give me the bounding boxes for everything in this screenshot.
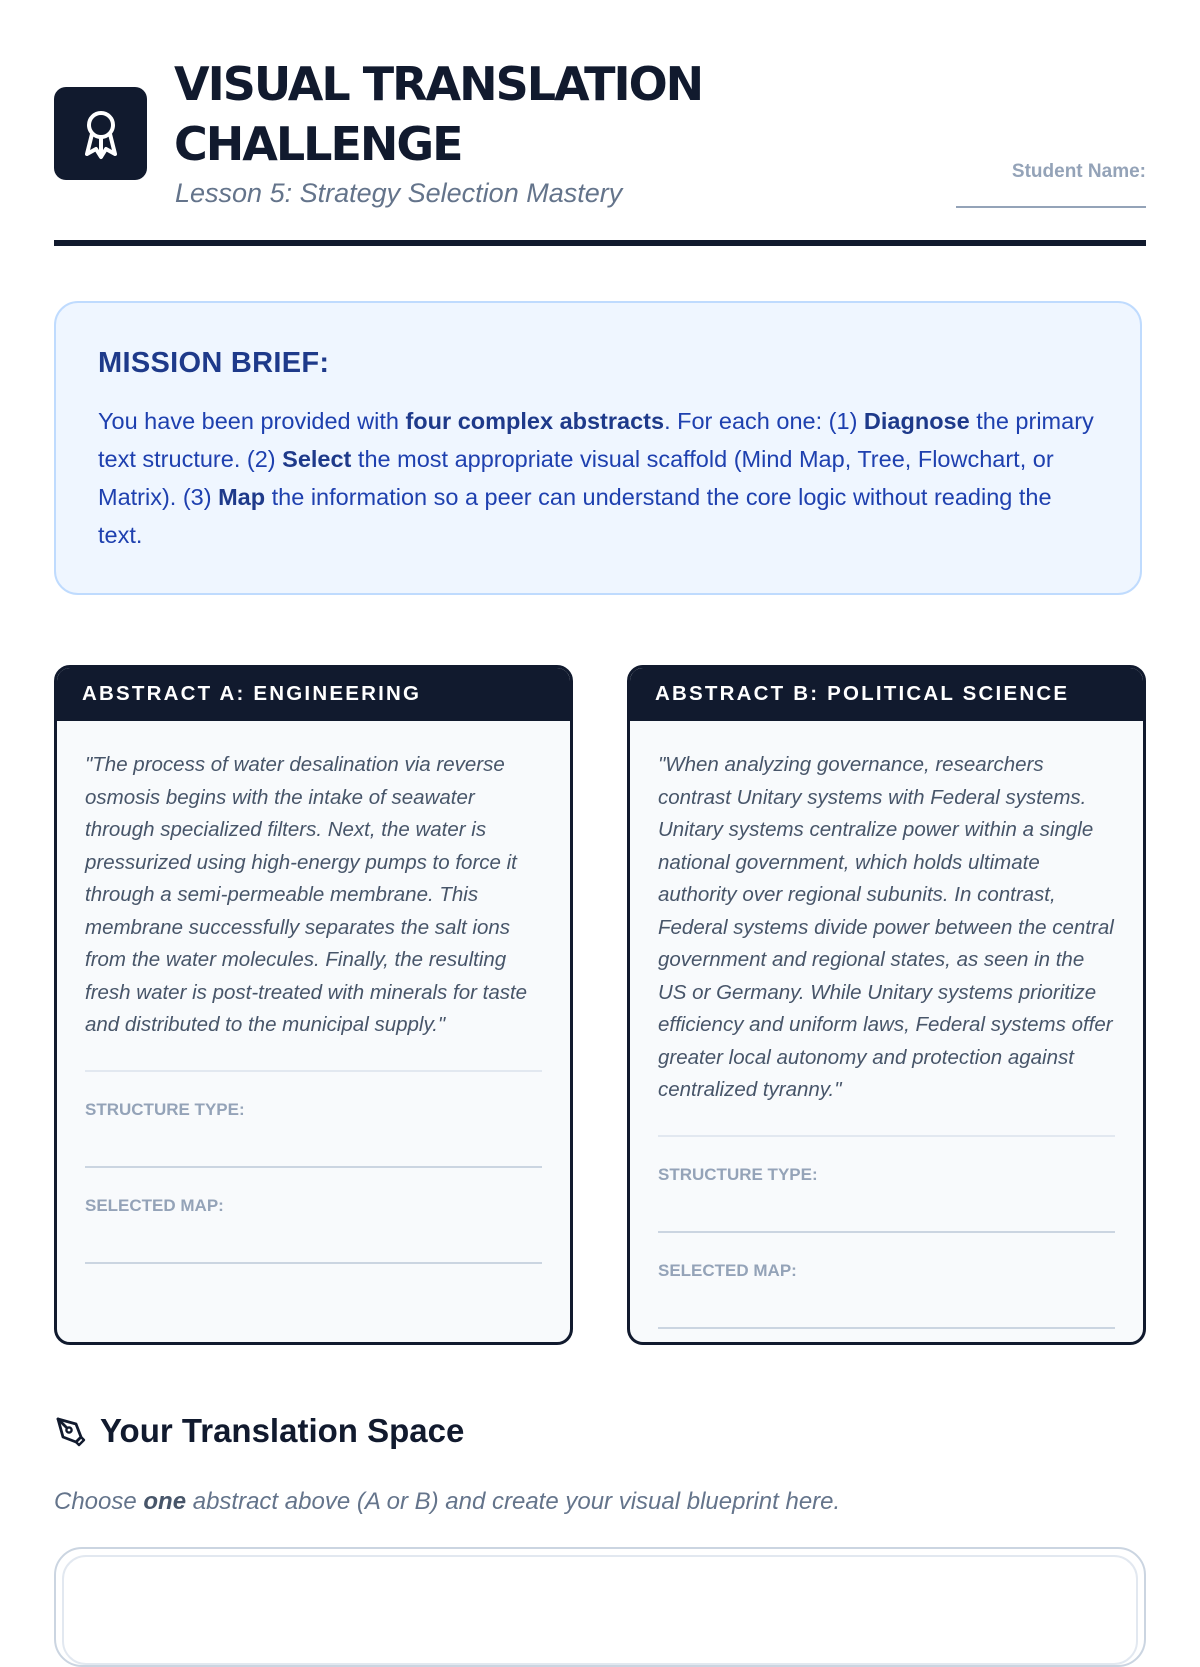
instruction-emphasis: one: [143, 1488, 187, 1515]
brief-text-part: the most appropriate visual scaffold (Mind Map, Tree, Flowchart, or Matrix). (3): [98, 446, 1054, 510]
award-ribbon-icon: [81, 108, 121, 160]
structure-type-label: STRUCTURE TYPE:: [658, 1164, 818, 1184]
brief-emphasis: Diagnose: [863, 408, 970, 434]
selected-map-label: SELECTED MAP:: [658, 1260, 797, 1280]
structure-type-label: STRUCTURE TYPE:: [85, 1099, 245, 1119]
abstract-text: "The process of water desalination via reverse osmosis begins with the intake of seawater through specialized filters. Next, the water is pressurized using high-energy pumps to force it through a semi-permeable membrane. This membrane successfully separates the salt ions from the water molecules. Finally, the resulting fresh water is post-treated with minerals for taste and distributed to the municipal supply.": [85, 753, 528, 1036]
brief-text-part: the information so a peer can understand the core logic without reading the text.: [98, 484, 1052, 548]
brief-emphasis: Map: [218, 484, 266, 510]
abstract-card-header: ABSTRACT B: POLITICAL SCIENCE: [630, 668, 1143, 721]
brief-text-part: You have been provided with: [98, 408, 406, 434]
structure-type-field[interactable]: [85, 1120, 542, 1168]
abstract-card-header: ABSTRACT A: ENGINEERING: [57, 668, 570, 721]
card-divider: [658, 1135, 1115, 1137]
translation-canvas[interactable]: [54, 1547, 1146, 1667]
selected-map-field[interactable]: [658, 1281, 1115, 1329]
pen-tool-icon: [54, 1415, 86, 1447]
award-badge: [54, 87, 147, 180]
instruction-part: Choose: [54, 1488, 144, 1515]
title-line-1: VISUAL TRANSLATION: [174, 57, 703, 111]
worksheet-header: [54, 0, 1146, 248]
translation-instruction: [54, 1488, 840, 1516]
brief-emphasis: four complex abstracts: [405, 408, 665, 434]
card-divider: [85, 1070, 542, 1072]
abstract-card-a: [54, 665, 573, 1345]
translation-canvas-inner: [62, 1555, 1138, 1665]
student-name-label: Student Name:: [1011, 161, 1146, 182]
translation-space-heading: [54, 1412, 464, 1450]
lesson-subtitle: Lesson 5: Strategy Selection Mastery: [175, 178, 623, 208]
instruction-part: abstract above (A or B) and create your visual blueprint here.: [186, 1488, 841, 1515]
selected-map-label: SELECTED MAP:: [85, 1195, 224, 1215]
brief-emphasis: Select: [282, 446, 352, 472]
abstract-card-b: [627, 665, 1146, 1345]
student-name-field[interactable]: [956, 206, 1146, 208]
selected-map-field[interactable]: [85, 1216, 542, 1264]
brief-text-part: the primary text structure. (2): [98, 408, 1094, 472]
abstract-text: "When analyzing governance, researchers contrast Unitary systems with Federal systems. Unitary systems centralize power within a single national government, which holds ultimate authority over regional subunits. In contrast, Federal systems divide power between the central government and regional states, as seen in the US or Germany. While Unitary systems prioritize efficiency and uniform laws, Federal systems offer greater local autonomy and protection against centralized tyranny.": [658, 753, 1114, 1101]
brief-text-part: . For each one: (1): [664, 408, 864, 434]
mission-brief: [54, 301, 1142, 595]
worksheet-title: [174, 54, 774, 174]
header-divider: [54, 240, 1146, 246]
mission-brief-title: MISSION BRIEF:: [98, 347, 330, 379]
title-line-2: CHALLENGE: [174, 117, 462, 171]
translation-space-title: Your Translation Space: [100, 1412, 465, 1449]
worksheet-page: [54, 0, 1146, 1515]
mission-brief-text: [98, 402, 1098, 554]
structure-type-field[interactable]: [658, 1185, 1115, 1233]
